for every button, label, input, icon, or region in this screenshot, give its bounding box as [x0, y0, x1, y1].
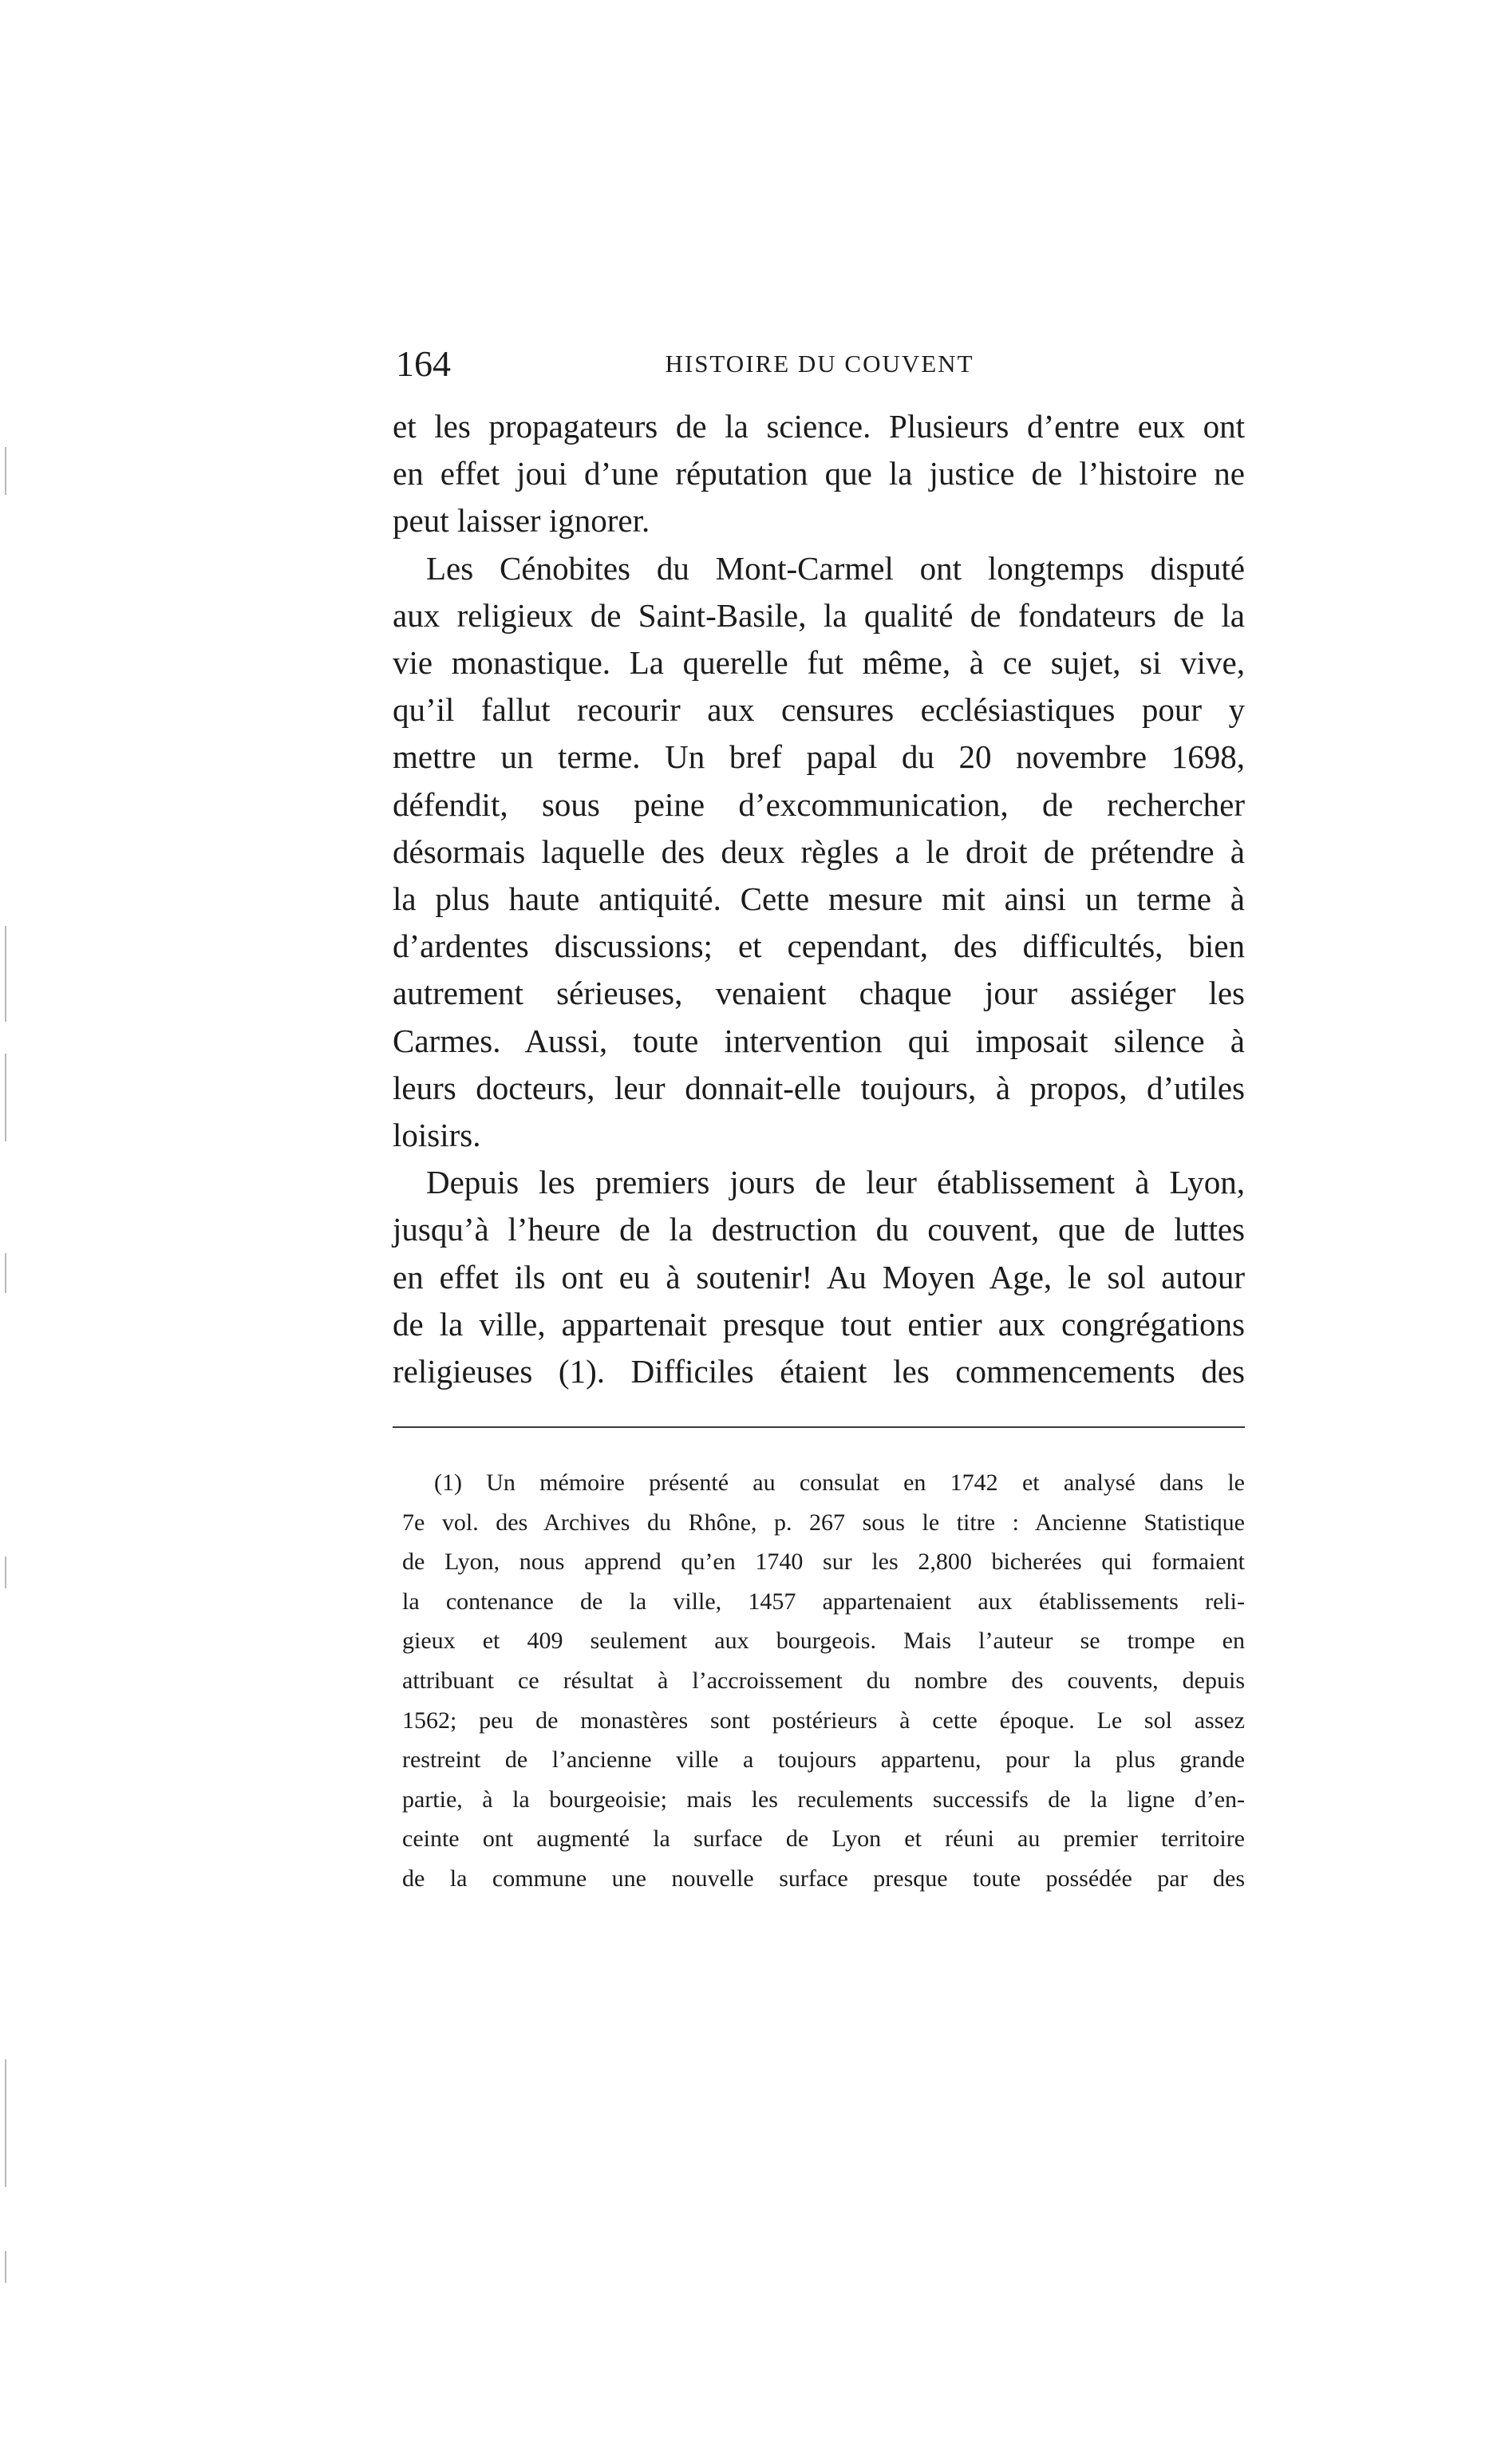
text-line: jusqu’à l’heure de la destruction du couvent, que de luttes [393, 1211, 1245, 1248]
footnote-line: partie, à la bourgeoisie; mais les reculements successifs de la ligne d’en- [402, 1786, 1245, 1813]
text-line: mettre un terme. Un bref papal du 20 novembre 1698, [393, 738, 1245, 776]
scan-mark [5, 447, 6, 495]
scan-mark [5, 2251, 6, 2283]
text-line: défendit, sous peine d’excommunication, de rechercher [393, 785, 1245, 823]
text-line: vie monastique. La querelle fut même, à ce sujet, si vive, [393, 644, 1245, 682]
text-line: la plus haute antiquité. Cette mesure mit ainsi un terme à [393, 880, 1245, 918]
paragraph [393, 1159, 1245, 1395]
text-line: peut laisser ignorer. [393, 502, 650, 540]
footnote-line: ceinte ont augmenté la surface de Lyon et réuni au premier territoire [402, 1825, 1245, 1853]
paragraph [393, 403, 1245, 545]
text-line: qu’il fallut recourir aux censures ecclésiastiques pour y [393, 691, 1245, 729]
scan-mark [5, 1556, 6, 1588]
footnote-line: 1562; peu de monastères sont postérieurs à cette époque. Le sol assez [402, 1707, 1245, 1734]
text-line: loisirs. [393, 1117, 481, 1154]
main-text [393, 403, 1245, 1395]
text-line: et les propagateurs de la science. Plusieurs d’entre eux ont [393, 408, 1245, 445]
footnote-separator [393, 1426, 1245, 1428]
footnote-line: attribuant ce résultat à l’accroissement du nombre des couvents, depuis [402, 1667, 1245, 1694]
footnote-line: gieux et 409 seulement aux bourgeois. Mais l’auteur se trompe en [402, 1628, 1245, 1655]
footnote-line: de Lyon, nous apprend qu’en 1740 sur les 2,800 bicherées qui formaient [402, 1548, 1245, 1576]
running-title: HISTOIRE DU COUVENT [665, 350, 974, 378]
text-line: d’ardentes discussions; et cependant, des difficultés, bien [393, 927, 1245, 965]
footnote-line: de la commune une nouvelle surface presque toute possédée par des [402, 1865, 1245, 1892]
text-line: leurs docteurs, leur donnait-elle toujours, à propos, d’utiles [393, 1069, 1245, 1106]
scan-mark [5, 1253, 6, 1293]
scan-mark [5, 1054, 6, 1141]
page-number: 164 [396, 343, 451, 384]
footnote-line: (1) Un mémoire présenté au consulat en 1742 et analysé dans le [434, 1469, 1245, 1496]
text-line: religieuses (1). Difficiles étaient les commencements des [393, 1353, 1245, 1390]
footnote-line: restreint de l’ancienne ville a toujours appartenu, pour la plus grande [402, 1746, 1245, 1774]
scan-mark [5, 2059, 6, 2187]
text-line: en effet ils ont eu à soutenir! Au Moyen Age, le sol autour [393, 1258, 1245, 1295]
text-line: désormais laquelle des deux règles a le droit de prétendre à [393, 833, 1245, 870]
text-line: de la ville, appartenait presque tout entier aux congrégations [393, 1305, 1245, 1343]
footnote-line: la contenance de la ville, 1457 appartenaient aux établissements reli- [402, 1588, 1245, 1615]
footnote-line: 7e vol. des Archives du Rhône, p. 267 sous le titre : Ancienne Statistique [402, 1509, 1245, 1536]
paragraph [393, 545, 1245, 1160]
text-line: aux religieux de Saint-Basile, la qualité de fondateurs de la [393, 596, 1245, 634]
running-head [396, 342, 1243, 386]
text-line: en effet joui d’une réputation que la justice de l’histoire ne [393, 455, 1245, 492]
footnote [402, 1463, 1245, 1899]
text-line: Depuis les premiers jours de leur établissement à Lyon, [426, 1164, 1245, 1201]
scan-mark [5, 926, 6, 1022]
text-line: Les Cénobites du Mont-Carmel ont longtemps disputé [426, 549, 1245, 587]
text-line: Carmes. Aussi, toute intervention qui imposait silence à [393, 1022, 1245, 1059]
text-line: autrement sérieuses, venaient chaque jour assiéger les [393, 975, 1245, 1012]
